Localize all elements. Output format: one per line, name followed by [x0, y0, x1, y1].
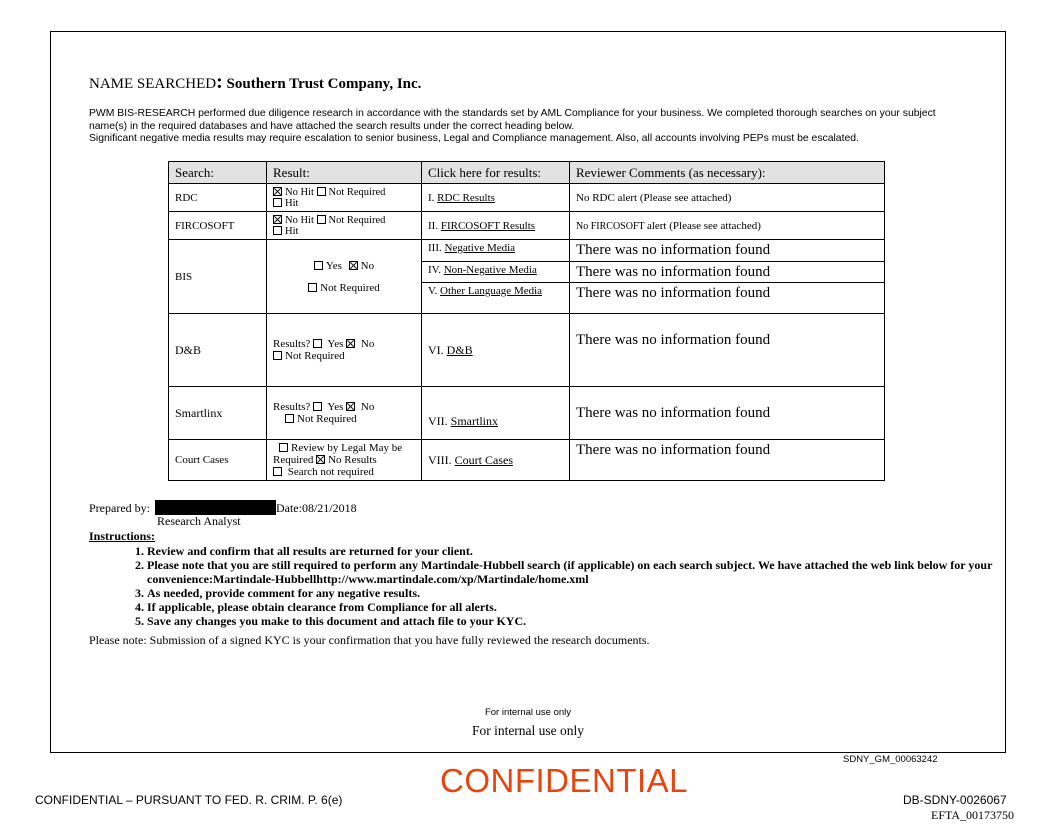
smartlinx-link[interactable]: Smartlinx — [450, 414, 499, 428]
bis-no-checkbox[interactable] — [349, 261, 358, 270]
header-comments: Reviewer Comments (as necessary): — [570, 162, 885, 184]
header-result: Result: — [267, 162, 422, 184]
bis-yes-checkbox[interactable] — [314, 261, 323, 270]
list-item: 5. Save any changes you make to this document and attach file to your KYC. — [147, 614, 1037, 628]
bates-db: DB-SDNY-0026067 — [903, 793, 1007, 807]
instructions-list — [92, 544, 1037, 628]
other-language-media-link[interactable]: Other Language Media — [440, 285, 543, 297]
negative-media-link[interactable]: Negative Media — [444, 242, 516, 254]
prepared-date: Date:08/21/2018 — [275, 501, 357, 515]
confidential-stamp: CONFIDENTIAL — [440, 762, 689, 799]
table-row-bis: BIS Yes No Not Required III. Negative Media IV. Non-Negative Media V. Other Language Media There was no information found There was no information found There was no information found — [169, 240, 885, 314]
table-row-smartlinx: Smartlinx Results? Yes No Not Required VII. Smartlinx There was no information found — [169, 387, 885, 440]
bates-efta: EFTA_00173750 — [931, 808, 1015, 822]
smartlinx-yes-checkbox[interactable] — [313, 402, 322, 411]
fircosoft-no-hit-checkbox[interactable] — [273, 215, 282, 224]
intro-text: PWM BIS-RESEARCH performed due diligence research in accordance with the standards set by AML Compliance for your business. We completed thorough searches on your subject name(s) in the required databases and have attached the search results under the correct heading below. Significant negative media results may require escalation to senior business, Legal and Compliance management. Also, all accounts involving PEPs must be escalated. — [89, 108, 936, 144]
kyc-note: Please note: Submission of a signed KYC is your confirmation that you have fully reviewed the research documents. — [89, 633, 650, 647]
dnb-no-checkbox[interactable] — [346, 339, 355, 348]
fircosoft-not-required-checkbox[interactable] — [317, 215, 326, 224]
list-item: 1. Review and confirm that all results are returned for your client. — [147, 544, 1037, 558]
prepared-by: Prepared by: Date:08/21/2018 — [89, 501, 357, 515]
list-item: 2. Please note that you are still required to perform any Martindale-Hubbell search (if applicable) on each search subject. We have attached the web link below for your convenience:Martindale-Hubbellhttp://www.martindale.com/xp/Martindale/home.xml — [147, 558, 1037, 586]
smartlinx-no-checkbox[interactable] — [346, 402, 355, 411]
list-item: 3. As needed, provide comment for any negative results. — [147, 586, 1037, 600]
redaction-bar — [155, 500, 276, 515]
dnb-link[interactable]: D&B — [446, 342, 473, 357]
results-table — [168, 161, 885, 481]
dnb-not-required-checkbox[interactable] — [273, 351, 282, 360]
court-cases-link[interactable]: Court Cases — [454, 452, 513, 467]
instructions-heading: Instructions: — [89, 529, 156, 543]
name-searched: NAME SEARCHED: Southern Trust Company, Inc. — [89, 71, 422, 93]
court-review-checkbox[interactable] — [279, 443, 288, 452]
rdc-not-required-checkbox[interactable] — [317, 187, 326, 196]
header-search: Search: — [169, 162, 267, 184]
rdc-results-link[interactable]: RDC Results — [437, 191, 495, 204]
non-negative-media-link[interactable]: Non-Negative Media — [443, 264, 537, 276]
bates-gm: SDNY_GM_00063242 — [843, 754, 938, 765]
smartlinx-not-required-checkbox[interactable] — [285, 414, 294, 423]
research-analyst: Research Analyst — [157, 514, 241, 528]
table-row-dnb: D&B Results? Yes No Not Required VI. D&B There was no information found — [169, 314, 885, 387]
table-row-court-cases: Court Cases Review by Legal May be Required No Results Search not required VIII. Court Cases There was no information found — [169, 440, 885, 481]
confidential-notice: CONFIDENTIAL – PURSUANT TO FED. R. CRIM. P. 6(e) — [35, 793, 343, 807]
subject-name: Southern Trust Company, Inc. — [226, 76, 422, 92]
rdc-hit-checkbox[interactable] — [273, 198, 282, 207]
bis-not-required-checkbox[interactable] — [308, 283, 317, 292]
table-row-rdc: RDC No Hit Not Required Hit I. RDC Results No RDC alert (Please see attached) — [169, 184, 885, 212]
dnb-yes-checkbox[interactable] — [313, 339, 322, 348]
list-item: 4. If applicable, please obtain clearance from Compliance for all alerts. — [147, 600, 1037, 614]
internal-use-large: For internal use only — [471, 723, 585, 738]
internal-use-small: For internal use only — [484, 707, 572, 718]
table-row-fircosoft: FIRCOSOFT No Hit Not Required Hit II. FIRCOSOFT Results No FIRCOSOFT alert (Please see attached) — [169, 212, 885, 240]
header-click: Click here for results: — [422, 162, 570, 184]
fircosoft-hit-checkbox[interactable] — [273, 226, 282, 235]
rdc-no-hit-checkbox[interactable] — [273, 187, 282, 196]
court-no-results-checkbox[interactable] — [316, 455, 325, 464]
table-header-row — [169, 162, 885, 184]
fircosoft-results-link[interactable]: FIRCOSOFT Results — [440, 219, 536, 232]
court-not-required-checkbox[interactable] — [273, 467, 282, 476]
